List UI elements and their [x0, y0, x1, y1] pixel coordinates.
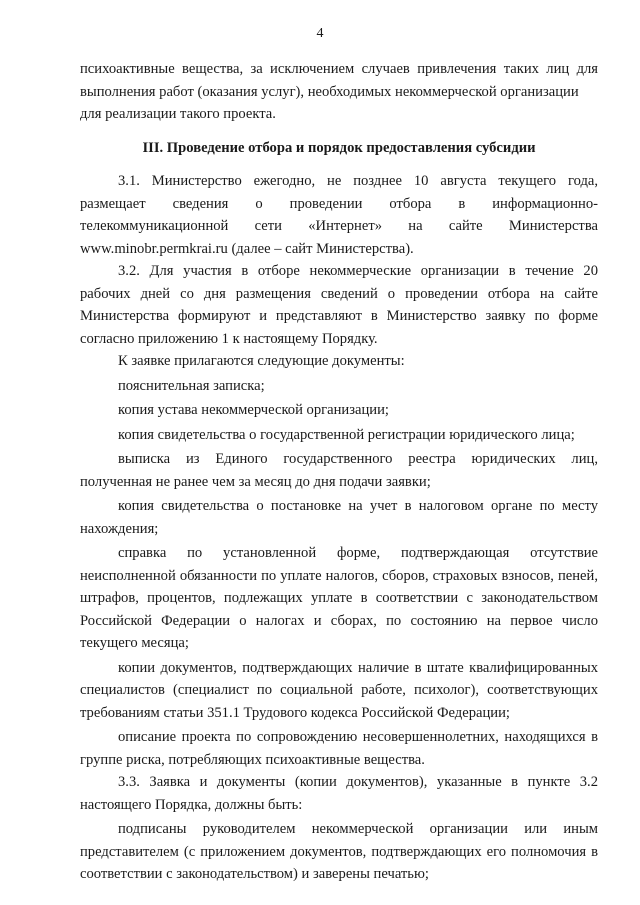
- continuation-text: психоактивные вещества, за исключением случаев привлечения таких лиц для выполнения работ (оказания услуг), необходимых некоммерческой организации: [80, 61, 598, 100]
- list-item-registry-extract: выписка из Единого государственного реестра юридических лиц, полученная не ранее чем за месяц до дня подачи заявки;: [80, 451, 598, 490]
- section-title: III. Проведение отбора и порядок предоставления субсидии: [142, 139, 536, 156]
- paragraph-3-2: 3.2. Для участия в отборе некоммерческие организации в течение 20 рабочих дней со дня размещения сведений о проведении отбора на сайте Министерства формируют и представляют в Министерство заявку по форме согласно приложению 1 к настоящему Порядку.: [80, 263, 598, 347]
- paragraph-3-1: 3.1. Министерство ежегодно, не позднее 10 августа текущего года, размещает сведения о проведении отбора в информационно-телекоммуникационной сети «Интернет» на сайте Министерства www.minobr.permkrai.ru (далее – сайт Министерства).: [80, 173, 598, 257]
- continuation-text-end: для реализации такого проекта.: [80, 106, 276, 122]
- paragraph-3-3: 3.3. Заявка и документы (копии документов), указанные в пункте 3.2 настоящего Порядка, должны быть:: [80, 774, 598, 813]
- list-item-tax-registration: копия свидетельства о постановке на учет в налоговом органе по месту нахождения;: [80, 498, 598, 537]
- documents-intro: К заявке прилагаются следующие документы:: [118, 353, 405, 369]
- list-item-charter-copy: копия устава некоммерческой организации;: [118, 402, 389, 418]
- document-body: [80, 58, 598, 886]
- list-item-tax-certificate: справка по установленной форме, подтверждающая отсутствие неисполненной обязанности по уплате налогов, сборов, страховых взносов, пеней, штрафов, процентов, подлежащих уплате в соответствии с законодательством Российской Федерации о налогах и сборах, по состоянию на первое число текущего месяца;: [80, 545, 598, 651]
- page-number: 4: [316, 26, 324, 41]
- list-item-registration-certificate: копия свидетельства о государственной регистрации юридического лица;: [118, 426, 575, 443]
- list-item-project-description: описание проекта по сопровождению несовершеннолетних, находящихся в группе риска, потребляющих психоактивные вещества.: [80, 729, 598, 768]
- list-item-specialists-documents: копии документов, подтверждающих наличие в штате квалифицированных специалистов (специалист по социальной работе, психолог), соответствующих требованиям статьи 351.1 Трудового кодекса Российской Федерации;: [80, 659, 598, 721]
- requirement-signed: подписаны руководителем некоммерческой организации или иным представителем (с приложением документов, подтверждающих его полномочия в соответствии с законодательством) и заверены печатью;: [80, 821, 598, 882]
- list-item-explanatory-note: пояснительная записка;: [118, 377, 265, 394]
